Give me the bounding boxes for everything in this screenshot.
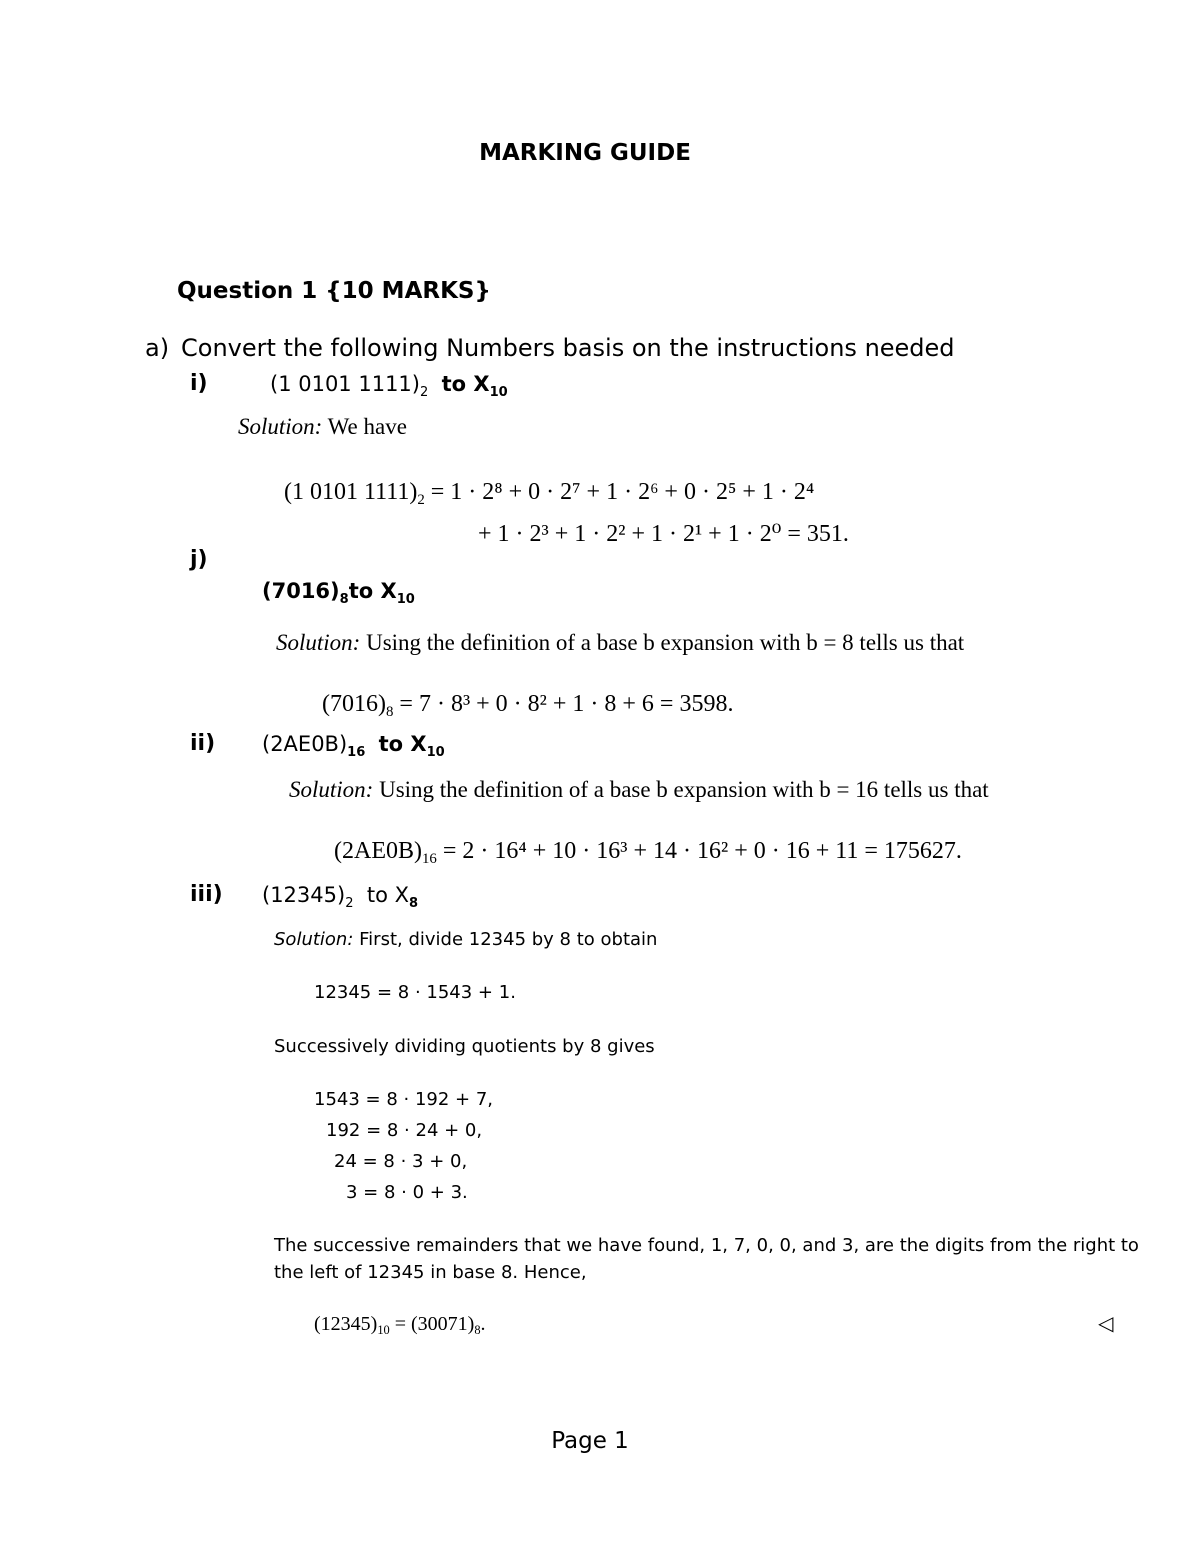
task-from-base: 16 xyxy=(347,744,366,760)
division-step: 24 = 8 · 3 + 0, xyxy=(334,1151,468,1172)
task-from-base: 2 xyxy=(345,895,354,911)
task-value: (1 0101 1111) xyxy=(270,372,420,396)
item-ii-solution xyxy=(289,777,989,803)
solution-text: We have xyxy=(322,414,407,439)
task-value: (2AE0B) xyxy=(262,732,348,756)
task-to: to X xyxy=(348,579,397,603)
task-from-base: 2 xyxy=(419,384,429,400)
eq-rhs: = 7 · 8³ + 0 · 8² + 1 · 8 + 6 = 3598. xyxy=(393,691,734,717)
item-ii-equation xyxy=(334,838,962,868)
task-to: to X xyxy=(441,372,490,396)
item-j-solution xyxy=(276,630,964,656)
item-i-equation-line2: + 1 · 2³ + 1 · 2² + 1 · 2¹ + 1 · 2⁰ = 351. xyxy=(478,521,849,547)
task-value: (7016) xyxy=(262,579,340,603)
final-lhs: (12345) xyxy=(314,1313,378,1335)
question-heading: Question 1 {10 MARKS} xyxy=(177,278,491,304)
eq-lhs-base: 16 xyxy=(421,851,437,868)
item-iii-first-equation: 12345 = 8 · 1543 + 1. xyxy=(314,982,516,1003)
remainders-text-line1: The successive remainders that we have found, 1, 7, 0, 0, and 3, are the digits from the right to xyxy=(274,1235,1139,1256)
solution-lead: Solution: xyxy=(276,630,361,655)
solution-lead: Solution: xyxy=(274,929,354,950)
item-j-label: j) xyxy=(190,547,208,572)
eq-lhs-base: 8 xyxy=(385,704,394,721)
part-a-text: Convert the following Numbers basis on the instructions needed xyxy=(181,334,955,362)
final-eq-mid: = (30071) xyxy=(389,1313,475,1335)
task-to: to X xyxy=(366,883,409,907)
item-iii-final-equation xyxy=(314,1313,486,1336)
task-to: to X xyxy=(378,732,427,756)
division-step: 3 = 8 · 0 + 3. xyxy=(346,1182,468,1203)
task-to-base: 10 xyxy=(426,744,445,760)
solution-lead: Solution: xyxy=(289,777,374,802)
item-iii-task xyxy=(262,883,419,911)
eq-lhs: (2AE0B) xyxy=(334,838,422,864)
solution-lead: Solution: xyxy=(238,414,323,439)
item-j-equation xyxy=(322,691,734,721)
item-iii-solution xyxy=(274,929,657,950)
eq-line1: = 1 · 2⁸ + 0 · 2⁷ + 1 · 2⁶ + 0 · 2⁵ + 1 · 2⁴ xyxy=(430,479,815,505)
page-title: MARKING GUIDE xyxy=(479,140,691,166)
eq-lhs: (7016) xyxy=(322,691,386,717)
solution-text: Using the definition of a base b expansion with b = 16 tells us that xyxy=(373,777,989,802)
item-i-solution xyxy=(238,414,407,440)
task-to-base: 10 xyxy=(396,591,415,607)
final-lhs-base: 10 xyxy=(377,1323,390,1338)
remainders-text-line2: the left of 12345 in base 8. Hence, xyxy=(274,1262,587,1283)
division-step: 1543 = 8 · 192 + 7, xyxy=(314,1089,494,1110)
end-of-proof-icon: ◁ xyxy=(1098,1311,1114,1335)
solution-text: Using the definition of a base b expansion with b = 8 tells us that xyxy=(360,630,965,655)
task-from-base: 8 xyxy=(339,591,349,607)
item-iii-successive-text: Successively dividing quotients by 8 gives xyxy=(274,1036,655,1057)
item-i-equation-line1 xyxy=(284,479,815,509)
item-i-task xyxy=(270,372,508,400)
division-step: 192 = 8 · 24 + 0, xyxy=(326,1120,483,1141)
item-ii-task xyxy=(262,732,445,760)
eq-lhs: (1 0101 1111) xyxy=(284,479,418,505)
final-rhs-base: 8 xyxy=(474,1323,481,1338)
item-ii-label: ii) xyxy=(190,731,216,756)
task-value: (12345) xyxy=(262,883,346,907)
task-to-base: 10 xyxy=(489,384,508,400)
solution-text: First, divide 12345 by 8 to obtain xyxy=(353,929,658,950)
eq-rhs: = 2 · 16⁴ + 10 · 16³ + 14 · 16² + 0 · 16 + 11 = 175627. xyxy=(436,838,962,864)
item-j-task xyxy=(262,579,415,607)
final-end: . xyxy=(480,1313,486,1335)
item-i-label: i) xyxy=(190,371,208,396)
page-number: Page 1 xyxy=(551,1428,629,1454)
part-a-marker: a) xyxy=(145,334,170,362)
item-iii-label: iii) xyxy=(190,882,223,907)
eq-lhs-base: 2 xyxy=(417,492,425,509)
task-to-base: 8 xyxy=(409,895,419,911)
